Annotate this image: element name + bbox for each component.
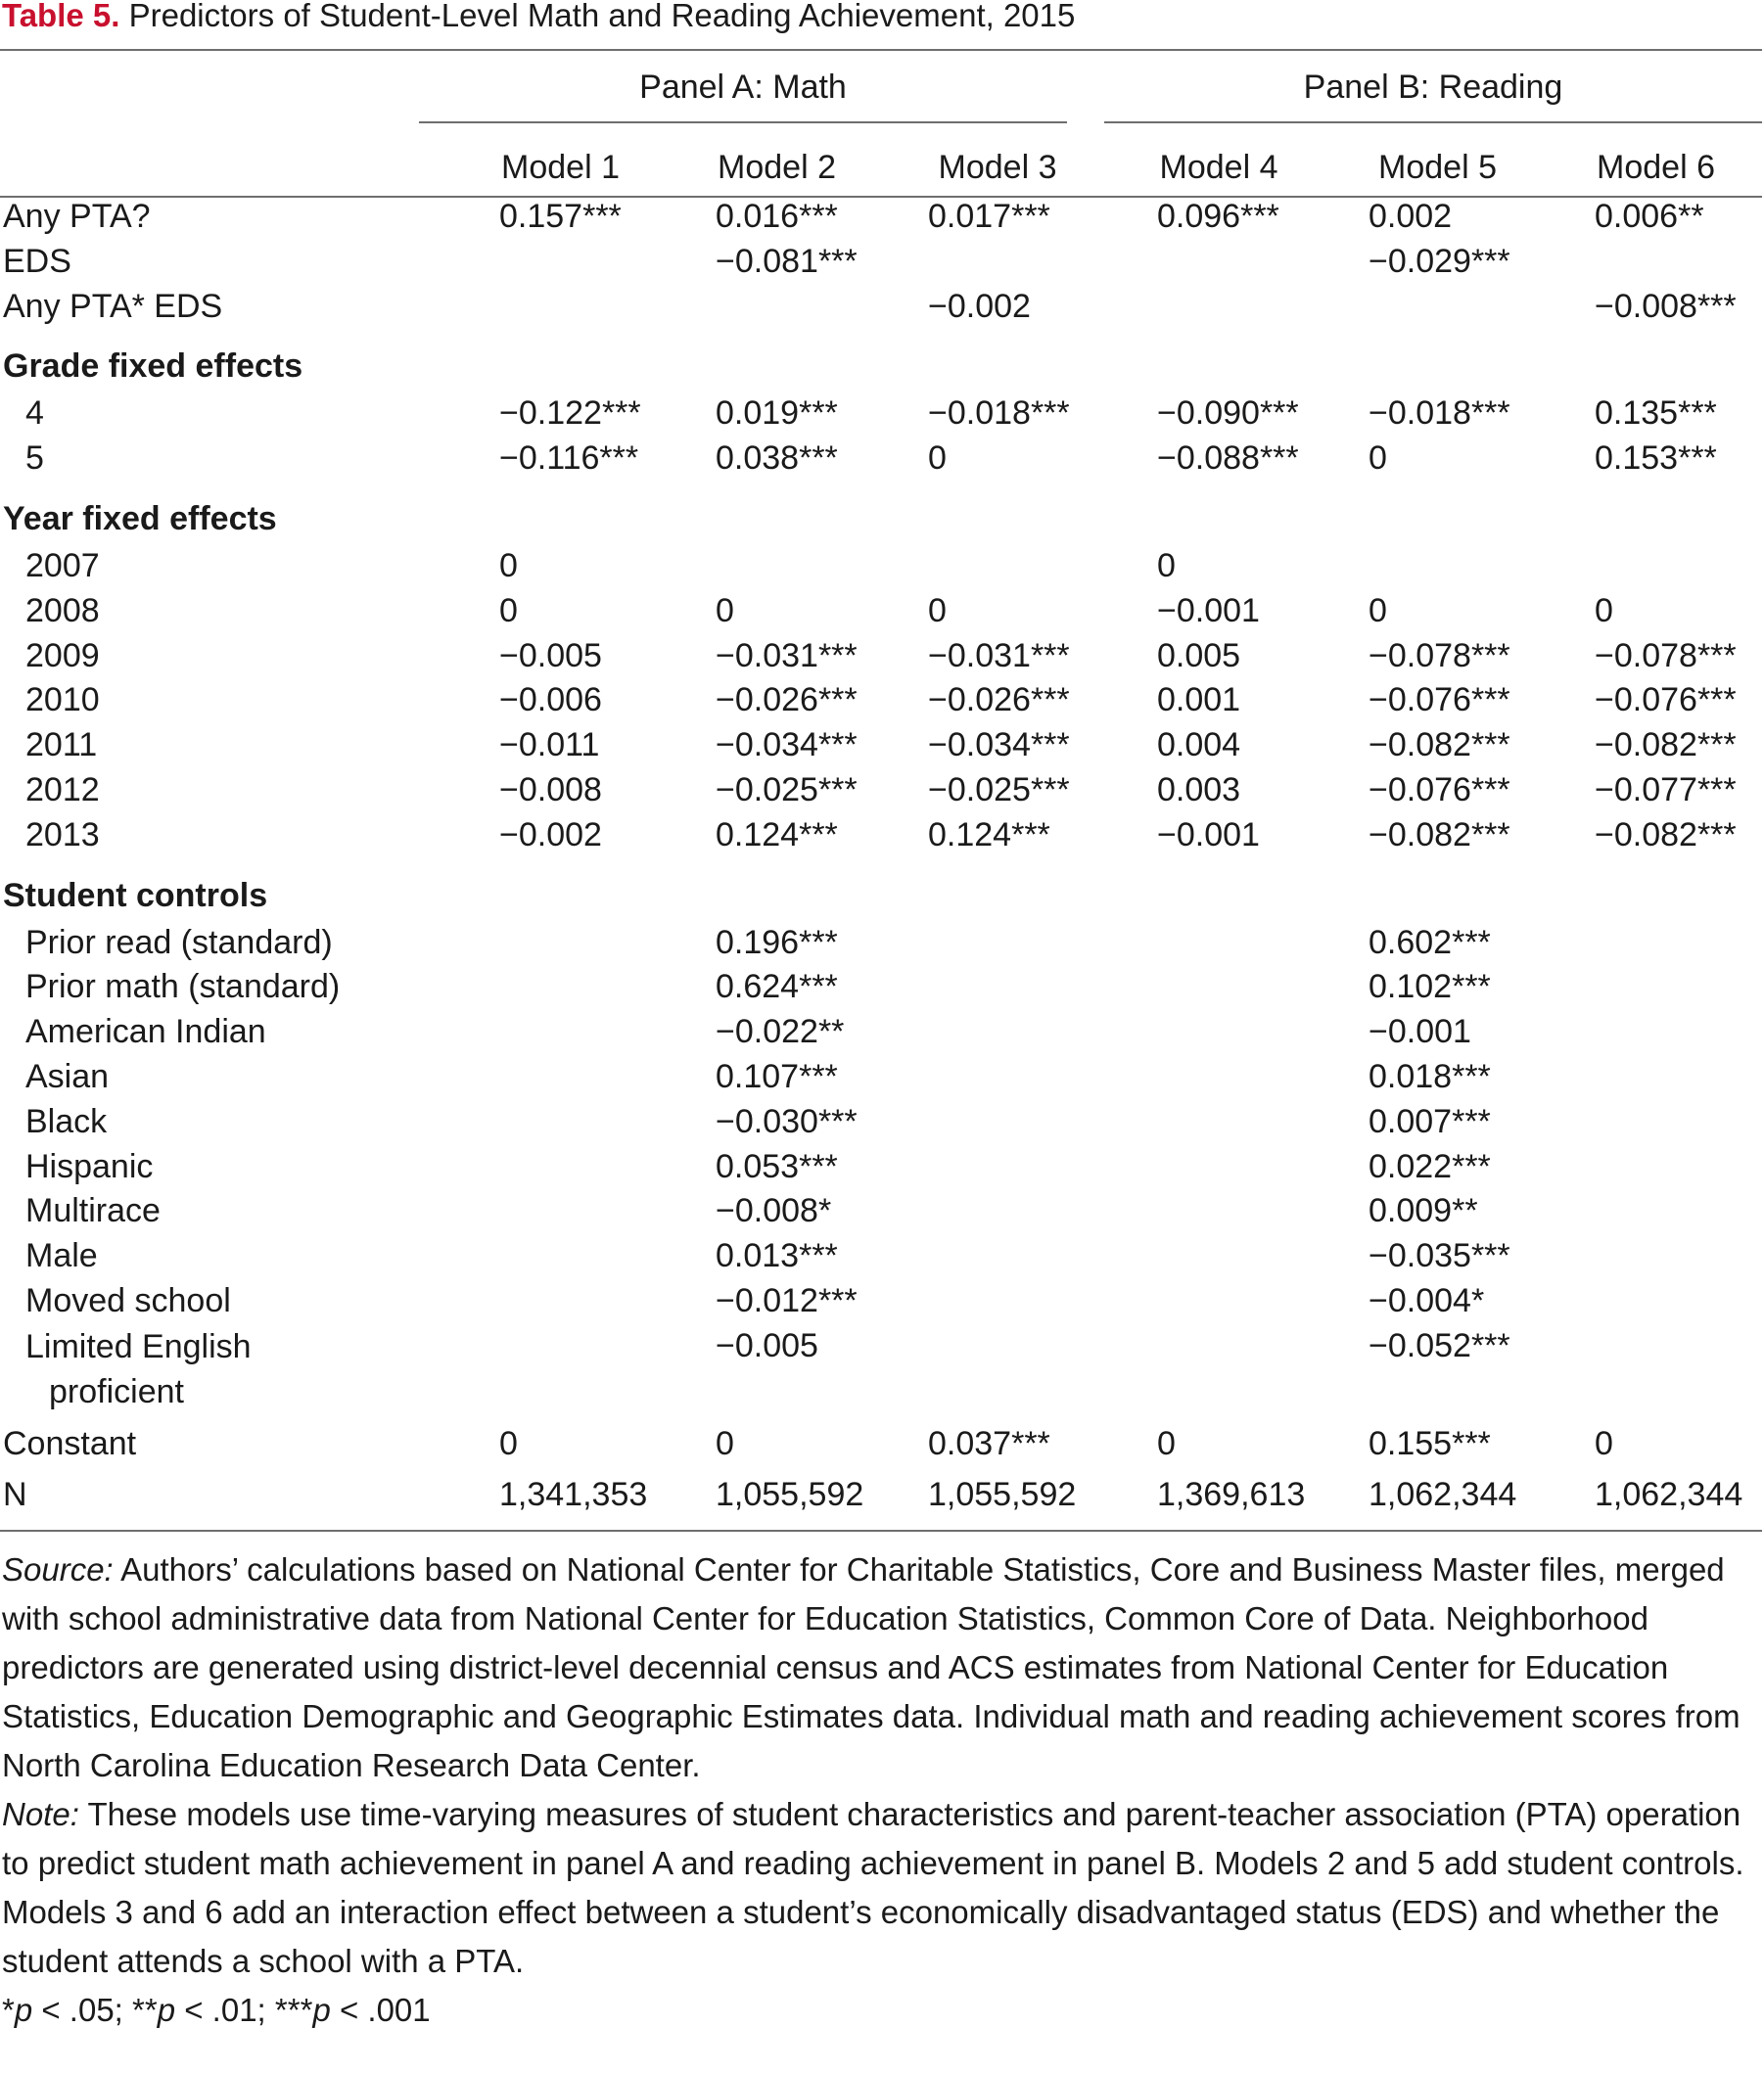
cell-model-5: −0.076*** [1369,770,1510,808]
cell-model-4: 0.096*** [1157,198,1279,235]
cell-model-6 [1548,1010,1764,1055]
cell-model-5: −0.082*** [1369,815,1510,853]
row-label: 2011 [25,726,98,764]
cell-model-2: 0.038*** [716,439,838,478]
cell-model-5: 0 [1369,439,1387,478]
cell-model-6: 0 [1595,1424,1613,1462]
cell-model-5: 0.018*** [1369,1057,1491,1095]
cell-model-4: −0.090*** [1157,394,1299,433]
cell-model-5 [1327,285,1548,330]
cell-model-6: 0 [1595,591,1613,629]
cell-model-5: −0.001 [1369,1013,1471,1051]
cell-model-3 [885,544,1110,589]
cell-model-4 [1110,285,1327,330]
cell-model-4 [1110,1010,1327,1055]
table-row [0,1234,1764,1279]
cell-model-1 [452,1010,669,1055]
cell-model-5: −0.082*** [1369,726,1510,764]
row-label: Any PTA? [3,198,151,235]
cell-model-4 [1110,1100,1327,1145]
cell-model-5: 0.002 [1369,198,1453,235]
table-title-text: Predictors of Student-Level Math and Reading Achievement, 2015 [119,0,1076,33]
cell-model-1 [452,1324,669,1418]
cell-model-1: 0 [499,546,518,584]
cell-model-1 [452,1189,669,1234]
regression-table [0,140,1764,1520]
table-row [0,240,1764,285]
row-label: 2009 [25,636,100,674]
cell-model-4 [1110,1055,1327,1100]
table-row [0,723,1764,768]
cell-model-3 [885,1145,1110,1190]
row-label: 2013 [25,815,100,853]
cell-model-6 [1548,544,1764,589]
cell-model-3: −0.025*** [928,770,1070,808]
cell-model-6 [1548,1055,1764,1100]
cell-model-4: 0.004 [1157,726,1241,764]
cell-model-1: −0.002 [499,815,602,853]
cell-model-6: −0.082*** [1595,726,1737,764]
cell-model-4: −0.001 [1157,815,1260,853]
cell-model-6: 1,062,344 [1595,1475,1743,1513]
cell-model-2: 0.016*** [716,198,838,235]
panel-b-heading: Panel B: Reading [1303,69,1563,106]
cell-model-6 [1548,1234,1764,1279]
row-label: Any PTA* EDS [3,287,223,325]
cell-model-3: −0.002 [928,287,1031,325]
cell-model-4 [1110,965,1327,1010]
bottom-rule [0,1530,1762,1532]
cell-model-2: 0.053*** [716,1147,838,1185]
cell-model-5 [1327,544,1548,589]
table-notes [2,1545,1754,2035]
column-header: Model 2 [718,149,836,186]
cell-model-5: 0.009** [1369,1192,1478,1230]
cell-model-6: 0.006** [1595,198,1704,235]
section-label: Year fixed effects [3,499,277,537]
source-note: Source: Authors’ calculations based on National Center for Charitable Statistics, Core and Business Master files, merged with school administrative data from National Center for Education Statistics, Common Core of Data. Neighborhood predictors are generated using district-level decennial census and ACS estimates from National Center for Education Statistics, Education Demographic and Geographic Estimates data. Individual math and reading achievement scores from North Carolina Education Research Data Center. [2,1551,1741,1783]
table-row [0,544,1764,589]
cell-model-1 [452,1234,669,1279]
table-row [0,1279,1764,1324]
cell-model-4 [1110,1279,1327,1324]
year-fixed-effects-header [0,482,1764,544]
cell-model-3: 0 [928,591,947,629]
table-row [0,589,1764,634]
cell-model-1: 0 [499,591,518,629]
table-row [0,1469,1764,1520]
cell-model-3 [885,1100,1110,1145]
cell-model-1: −0.122*** [499,394,641,433]
cell-model-2: −0.005 [716,1326,818,1364]
cell-model-2: 0.107*** [716,1057,838,1095]
cell-model-3 [885,1055,1110,1100]
cell-model-1 [452,921,669,966]
row-label: Multirace [25,1192,161,1230]
cell-model-5: −0.052*** [1369,1326,1510,1364]
cell-model-4 [1110,240,1327,285]
table-title [2,0,1075,37]
cell-model-6: 0.135*** [1595,394,1717,433]
row-label: 2008 [25,591,100,629]
cell-model-2 [669,285,885,330]
cell-model-1: −0.116*** [499,439,639,478]
top-rule [0,49,1762,51]
cell-model-2 [669,544,885,589]
cell-model-3 [885,1324,1110,1418]
row-label: American Indian [25,1013,266,1051]
cell-model-5: −0.035*** [1369,1237,1510,1275]
cell-model-6: −0.008*** [1595,287,1737,325]
cell-model-5: 1,062,344 [1369,1475,1517,1513]
cell-model-3 [885,1234,1110,1279]
panel-a-heading: Panel A: Math [639,69,847,106]
cell-model-2: 0.019*** [716,394,838,433]
model-note: Note: These models use time-varying measures of student characteristics and parent-teacher association (PTA) operation to predict student math achievement in panel A and reading achievement in panel B. Models 2 and 5 add student controls. Models 3 and 6 add an interaction effect between a student’s economically disadvantaged status (EDS) and whether the student attends a school with a PTA. [2,1796,1744,1979]
table-row [0,768,1764,813]
column-header: Model 4 [1159,149,1278,186]
cell-model-5: −0.078*** [1369,636,1510,674]
row-label: 2007 [25,546,100,584]
cell-model-5: 0.602*** [1369,923,1491,961]
cell-model-4: 0.001 [1157,681,1241,719]
cell-model-5: −0.018*** [1369,394,1510,433]
cell-model-4: 0.005 [1157,636,1241,674]
cell-model-3: 0.037*** [928,1424,1050,1462]
cell-model-3: 0.124*** [928,815,1050,853]
table-row [0,1418,1764,1469]
table-row [0,1100,1764,1145]
cell-model-1: 1,341,353 [499,1475,648,1513]
cell-model-2: 0.624*** [716,968,838,1006]
table-row [0,1010,1764,1055]
cell-model-5: 0.155*** [1369,1424,1491,1462]
cell-model-2: −0.025*** [716,770,858,808]
cell-model-6: −0.082*** [1595,815,1737,853]
cell-model-6 [1548,1189,1764,1234]
cell-model-3: −0.031*** [928,636,1070,674]
row-label: 4 [25,394,44,433]
cell-model-2: 0.196*** [716,923,838,961]
section-label: Grade fixed effects [3,347,303,386]
cell-model-1 [452,965,669,1010]
grade-fixed-effects-header [0,329,1764,392]
row-label: Hispanic [25,1147,154,1185]
cell-model-4 [1110,1234,1327,1279]
cell-model-2: 1,055,592 [716,1475,864,1513]
cell-model-5: −0.076*** [1369,681,1510,719]
row-label: Moved school [25,1281,231,1319]
table-row [0,1145,1764,1190]
cell-model-6 [1548,240,1764,285]
table-row [0,1189,1764,1234]
row-label: Asian [25,1057,110,1095]
table-row [0,392,1764,437]
row-label: 5 [25,439,44,478]
cell-model-1: −0.006 [499,681,602,719]
cell-model-4 [1110,1324,1327,1418]
cell-model-2: 0.013*** [716,1237,838,1275]
table-row [0,634,1764,679]
cell-model-4 [1110,921,1327,966]
cell-model-3 [885,1010,1110,1055]
cell-model-3 [885,1189,1110,1234]
cell-model-3 [885,240,1110,285]
column-header: Model 3 [938,149,1057,186]
cell-model-4 [1110,1145,1327,1190]
row-label: 2010 [25,681,100,719]
cell-model-2: −0.081*** [716,242,858,280]
cell-model-1 [452,1055,669,1100]
table-number: Table 5. [2,0,120,33]
cell-model-3: 0.017*** [928,198,1050,235]
cell-model-4: 0 [1157,1424,1176,1462]
table-row [0,678,1764,723]
cell-model-6 [1548,921,1764,966]
cell-model-3: −0.026*** [928,681,1070,719]
cell-model-1 [452,285,669,330]
cell-model-6 [1548,965,1764,1010]
cell-model-6 [1548,1145,1764,1190]
row-label: Prior math (standard) [25,968,341,1006]
cell-model-6: −0.076*** [1595,681,1737,719]
cell-model-6 [1548,1324,1764,1418]
cell-model-1: −0.011 [499,726,600,764]
cell-model-2: −0.031*** [716,636,858,674]
cell-model-4: 1,369,613 [1157,1475,1306,1513]
cell-model-4: −0.088*** [1157,439,1299,478]
row-label: EDS [3,242,71,280]
row-label: Prior read (standard) [25,923,333,961]
cell-model-1: −0.005 [499,636,602,674]
cell-model-4: 0 [1157,546,1176,584]
row-label: Black [25,1102,108,1140]
cell-model-3 [885,1279,1110,1324]
column-header: Model 1 [501,149,620,186]
column-header: Model 6 [1597,149,1715,186]
row-label: 2012 [25,770,100,808]
cell-model-5: 0 [1369,591,1387,629]
cell-model-6: −0.077*** [1595,770,1737,808]
cell-model-3: −0.018*** [928,394,1070,433]
table-row [0,437,1764,482]
cell-model-6 [1548,1279,1764,1324]
row-label: Constant [3,1424,137,1462]
cell-model-3 [885,921,1110,966]
cell-model-3: 0 [928,439,947,478]
cell-model-4: 0.003 [1157,770,1241,808]
cell-model-1 [452,1100,669,1145]
cell-model-2: −0.026*** [716,681,858,719]
cell-model-5: 0.007*** [1369,1102,1491,1140]
student-controls-header [0,858,1764,921]
table-row [0,1055,1764,1100]
cell-model-1: 0.157*** [499,198,622,235]
table-row [0,921,1764,966]
cell-model-2: 0 [716,591,734,629]
header-rule [0,196,1762,198]
cell-model-5: −0.004* [1369,1281,1485,1319]
cell-model-6 [1548,1100,1764,1145]
cell-model-1: −0.008 [499,770,602,808]
cell-model-5: 0.022*** [1369,1147,1491,1185]
cell-model-1 [452,1145,669,1190]
section-label: Student controls [3,876,268,914]
cell-model-3: 1,055,592 [928,1475,1077,1513]
cell-model-2: 0 [716,1424,734,1462]
cell-model-2: −0.012*** [716,1281,858,1319]
row-label: Limited English proficient [25,1327,252,1410]
cell-model-6: −0.078*** [1595,636,1737,674]
row-label: Male [25,1237,98,1275]
panel-a-rule [419,121,1067,123]
cell-model-4: −0.001 [1157,591,1260,629]
cell-model-2: −0.030*** [716,1102,858,1140]
table-row [0,813,1764,858]
row-label: N [3,1475,27,1513]
column-header-row [0,140,1764,195]
cell-model-2: −0.022** [716,1013,845,1051]
cell-model-4 [1110,1189,1327,1234]
cell-model-2: 0.124*** [716,815,838,853]
table-row [0,195,1764,240]
cell-model-1 [452,240,669,285]
cell-model-1 [452,1279,669,1324]
cell-model-2: −0.008* [716,1192,832,1230]
cell-model-3 [885,965,1110,1010]
significance-note: *p < .05; **p < .01; ***p < .001 [2,1992,431,2028]
table-row [0,285,1764,330]
cell-model-3: −0.034*** [928,726,1070,764]
cell-model-6: 0.153*** [1595,439,1717,478]
cell-model-1: 0 [499,1424,518,1462]
cell-model-2: −0.034*** [716,726,858,764]
column-header: Model 5 [1378,149,1497,186]
table-row [0,965,1764,1010]
cell-model-5: 0.102*** [1369,968,1491,1006]
table-row [0,1324,1764,1418]
panel-b-rule [1104,121,1762,123]
cell-model-5: −0.029*** [1369,242,1510,280]
